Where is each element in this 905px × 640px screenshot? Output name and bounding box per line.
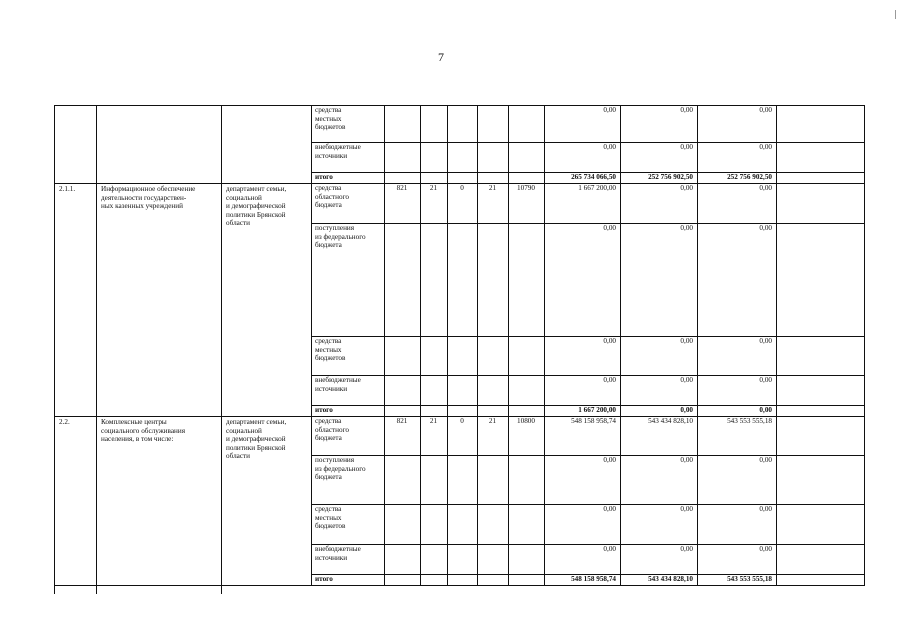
amount-1: 1 667 200,00 (578, 184, 616, 192)
table-rule (54, 585, 865, 586)
amount-1: 1 667 200,00 (578, 406, 616, 414)
funding-source-line: бюджетов (315, 123, 346, 132)
table-rule (447, 336, 448, 376)
amount-3: 0,00 (759, 456, 772, 464)
funding-source-line: поступления (315, 456, 355, 464)
code-grbs: 821 (396, 184, 408, 192)
amount-2: 543 434 828,10 (648, 417, 693, 425)
table-rule (447, 375, 448, 406)
table-rule (311, 336, 312, 376)
table-rule (544, 223, 545, 337)
table-rule (477, 504, 478, 545)
code-dir: 10800 (517, 417, 535, 425)
table-rule (54, 105, 55, 594)
funding-source-line: средства (315, 106, 342, 114)
table-rule (477, 142, 478, 173)
table-rule (311, 416, 312, 456)
funding-source-line: средства (315, 184, 342, 192)
table-rule (311, 504, 312, 545)
amount-2: 0,00 (680, 184, 693, 192)
funding-source-line: поступления (315, 224, 355, 232)
activity-title-line: социального обслуживания (101, 426, 186, 435)
activity-title-line: деятельности государствен- (101, 193, 187, 202)
amount-2: 0,00 (680, 406, 693, 414)
scan-edge-mark (895, 10, 896, 19)
table-rule (620, 223, 621, 337)
table-rule (864, 183, 865, 224)
table-rule (864, 375, 865, 406)
executor-line: социальной (226, 193, 262, 202)
table-rule (311, 105, 312, 143)
code-gp: 21 (429, 184, 438, 192)
table-rule (420, 105, 421, 143)
table-rule (776, 105, 777, 143)
code-pgp: 0 (460, 417, 464, 425)
funding-source-line: средства (315, 505, 342, 513)
table-rule (864, 223, 865, 337)
amount-2: 0,00 (680, 106, 693, 114)
amount-1: 0,00 (603, 545, 616, 553)
table-rule (508, 223, 509, 337)
amount-3: 0,00 (759, 376, 772, 384)
amount-3: 543 553 555,18 (727, 417, 772, 425)
amount-1: 0,00 (603, 505, 616, 513)
executor-line: и демографической (226, 435, 286, 444)
funding-source-line: источники (315, 151, 348, 160)
table-rule (447, 223, 448, 337)
funding-source-line: средства (315, 337, 342, 345)
executor-line: области (226, 452, 251, 461)
funding-source-line: из федерального (315, 232, 366, 241)
table-rule (477, 336, 478, 376)
amount-3: 0,00 (759, 224, 772, 232)
executor-line: политики Брянской (226, 210, 286, 219)
table-rule (420, 336, 421, 376)
table-rule (776, 375, 777, 406)
table-rule (776, 544, 777, 575)
amount-3: 0,00 (759, 337, 772, 345)
table-rule (311, 223, 312, 337)
table-rule (508, 142, 509, 173)
row-number: 2.2. (59, 418, 70, 426)
amount-3: 0,00 (759, 545, 772, 553)
table-rule (776, 183, 777, 224)
table-rule (477, 455, 478, 505)
amount-1: 265 734 066,50 (571, 173, 616, 181)
amount-3: 0,00 (759, 106, 772, 114)
executor-line: и демографической (226, 202, 286, 211)
executor-line: области (226, 219, 251, 228)
table-rule (420, 223, 421, 337)
table-rule (477, 105, 478, 143)
funding-source-line: бюджетов (315, 522, 346, 531)
table-rule (864, 142, 865, 173)
table-rule (311, 142, 312, 173)
table-rule (776, 416, 777, 456)
code-grbs: 821 (396, 417, 408, 425)
table-rule (864, 105, 865, 143)
amount-1: 548 158 958,74 (571, 575, 616, 583)
table-rule (384, 504, 385, 545)
code-om: 21 (488, 184, 497, 192)
table-rule (508, 375, 509, 406)
amount-2: 0,00 (680, 456, 693, 464)
table-rule (776, 223, 777, 337)
table-rule (864, 504, 865, 545)
table-rule (96, 105, 97, 594)
funding-source-line: внебюджетные (315, 143, 361, 151)
row-number: 2.1.1. (59, 185, 76, 193)
table-rule (384, 455, 385, 505)
activity-title-line: Комплексные центры (101, 418, 167, 426)
funding-source-line: источники (315, 384, 348, 393)
funding-source-line: бюджета (315, 241, 342, 250)
table-rule (477, 544, 478, 575)
total-label: итого (315, 173, 333, 181)
activity-title-line: Информационное обеспечение (101, 185, 196, 193)
table-rule (447, 105, 448, 143)
funding-source-line: областного (315, 192, 349, 201)
table-rule (384, 544, 385, 575)
amount-3: 0,00 (759, 505, 772, 513)
funding-source-line: средства (315, 417, 342, 425)
table-rule (311, 544, 312, 575)
total-label: итого (315, 406, 333, 414)
table-rule (508, 336, 509, 376)
amount-2: 252 756 902,50 (648, 173, 693, 181)
code-gp: 21 (429, 417, 438, 425)
amount-2: 0,00 (680, 337, 693, 345)
table-rule (477, 375, 478, 406)
table-rule (776, 142, 777, 173)
funding-source-line: внебюджетные (315, 545, 361, 553)
funding-source-line: бюджетов (315, 354, 346, 363)
table-rule (447, 142, 448, 173)
table-rule (221, 105, 222, 594)
table-rule (447, 455, 448, 505)
amount-3: 252 756 902,50 (727, 173, 772, 181)
funding-source-line: бюджета (315, 473, 342, 482)
amount-2: 543 434 828,10 (648, 575, 693, 583)
amount-2: 0,00 (680, 376, 693, 384)
amount-3: 543 553 555,18 (727, 575, 772, 583)
amount-1: 0,00 (603, 337, 616, 345)
amount-1: 0,00 (603, 106, 616, 114)
table-rule (508, 544, 509, 575)
amount-2: 0,00 (680, 505, 693, 513)
amount-2: 0,00 (680, 224, 693, 232)
table-rule (311, 455, 312, 505)
amount-2: 0,00 (680, 545, 693, 553)
amount-3: 0,00 (759, 406, 772, 414)
table-rule (447, 544, 448, 575)
table-rule (508, 455, 509, 505)
amount-3: 0,00 (759, 184, 772, 192)
amount-1: 0,00 (603, 376, 616, 384)
funding-source-line: бюджета (315, 201, 342, 210)
amount-1: 0,00 (603, 456, 616, 464)
amount-1: 0,00 (603, 143, 616, 151)
table-rule (477, 223, 478, 337)
table-rule (864, 544, 865, 575)
table-rule (864, 416, 865, 456)
executor-line: социальной (226, 426, 262, 435)
funding-source-line: источники (315, 553, 348, 562)
table-rule (384, 375, 385, 406)
table-rule (384, 336, 385, 376)
table-rule (508, 504, 509, 545)
amount-3: 0,00 (759, 143, 772, 151)
executor-line: департамент семьи, (226, 185, 287, 193)
code-pgp: 0 (460, 184, 464, 192)
table-rule (384, 142, 385, 173)
activity-title-line: населения, в том числе: (101, 435, 174, 444)
table-rule (420, 544, 421, 575)
table-rule (420, 142, 421, 173)
page-number: 7 (438, 50, 444, 64)
amount-1: 548 158 958,74 (571, 417, 616, 425)
table-rule (776, 504, 777, 545)
executor-line: политики Брянской (226, 443, 286, 452)
table-rule (420, 455, 421, 505)
amount-2: 0,00 (680, 143, 693, 151)
table-rule (697, 223, 698, 337)
table-rule (420, 375, 421, 406)
table-rule (776, 336, 777, 376)
table-rule (508, 105, 509, 143)
code-dir: 10790 (517, 184, 535, 192)
funding-source-line: местных (315, 345, 342, 354)
executor-line: департамент семьи, (226, 418, 287, 426)
table-rule (311, 183, 312, 224)
activity-title-line: ных казенных учреждений (101, 202, 183, 211)
funding-source-line: местных (315, 513, 342, 522)
funding-source-line: из федерального (315, 464, 366, 473)
table-rule (447, 504, 448, 545)
table-rule (864, 336, 865, 376)
table-rule (776, 455, 777, 505)
funding-source-line: местных (315, 114, 342, 123)
funding-source-line: областного (315, 425, 349, 434)
table-rule (864, 455, 865, 505)
funding-source-line: бюджета (315, 434, 342, 443)
total-label: итого (315, 575, 333, 583)
table-rule (384, 105, 385, 143)
table-rule (311, 375, 312, 406)
funding-source-line: внебюджетные (315, 376, 361, 384)
code-om: 21 (488, 417, 497, 425)
amount-1: 0,00 (603, 224, 616, 232)
table-rule (420, 504, 421, 545)
table-rule (384, 223, 385, 337)
